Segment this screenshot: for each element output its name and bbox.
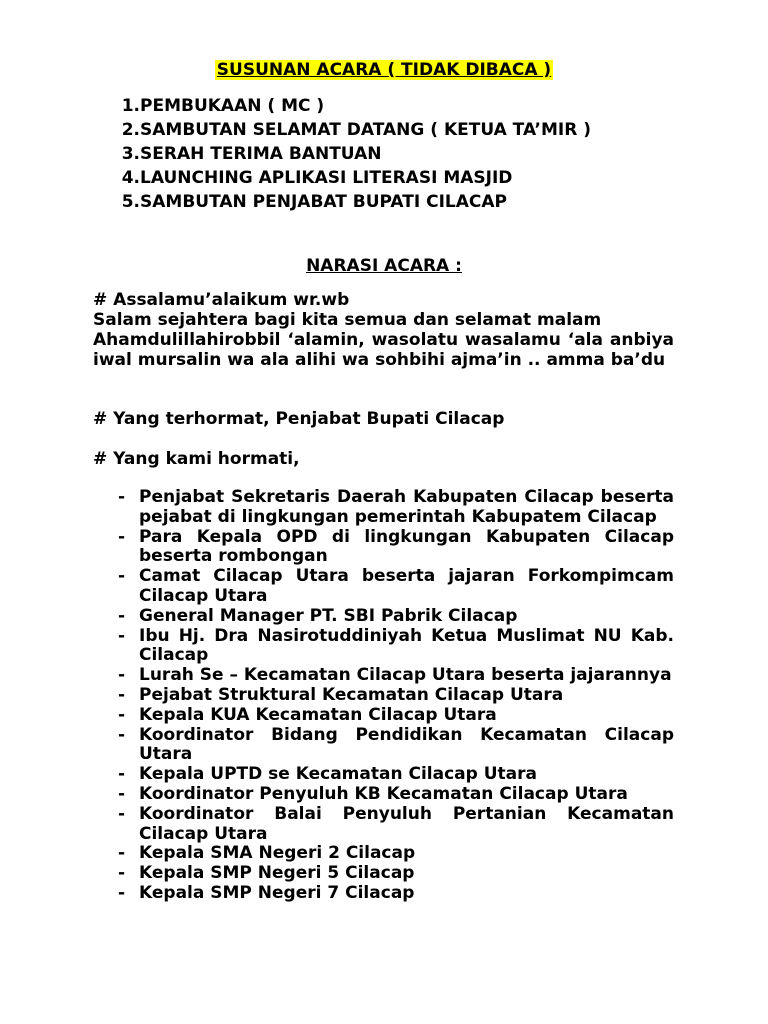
guest-text: Camat Cilacap Utara beserta jajaran Forkompimcam Cilacap Utara <box>139 566 674 606</box>
narrative-title: NARASI ACARA : <box>306 256 462 276</box>
guest-item <box>112 884 674 904</box>
greeting-line: Salam sejahtera bagi kita semua dan selamat malam <box>93 310 602 330</box>
agenda-item <box>112 119 591 143</box>
agenda-title-row <box>0 60 768 80</box>
bullet-dash: - <box>118 843 126 864</box>
greeting-block <box>93 290 674 370</box>
guest-item <box>112 567 674 607</box>
guest-list <box>112 488 674 904</box>
agenda-item <box>112 95 591 119</box>
guest-text: Lurah Se – Kecamatan Cilacap Utara beserta jajarannya <box>139 665 672 686</box>
guest-text: Para Kepala OPD di lingkungan Kabupaten Cilacap beserta rombongan <box>139 526 674 567</box>
guest-text: Pejabat Struktural Kecamatan Cilacap Utara <box>139 684 564 705</box>
guest-text: Kepala SMP Negeri 5 Cilacap <box>139 863 415 884</box>
guest-text: Ibu Hj. Dra Nasirotuddiniyah Ketua Muslimat NU Kab. Cilacap <box>139 625 674 666</box>
guest-item <box>112 666 674 686</box>
agenda-label: PEMBUKAAN ( MC ) <box>140 96 325 116</box>
agenda-item <box>112 191 591 215</box>
bullet-dash: - <box>118 625 126 646</box>
agenda-label: SAMBUTAN PENJABAT BUPATI CILACAP <box>140 192 507 212</box>
agenda-number: 3. <box>121 144 140 164</box>
bullet-dash: - <box>118 605 126 626</box>
guest-item <box>112 686 674 706</box>
guest-text: Penjabat Sekretaris Daerah Kabupaten Cilacap beserta pejabat di lingkungan pemerintah Kabupatem Cilacap <box>139 487 674 527</box>
bullet-dash: - <box>118 665 126 686</box>
narrative-title-row <box>0 256 768 276</box>
guest-text: Koordinator Bidang Pendidikan Kecamatan Cilacap Utara <box>139 724 674 765</box>
agenda-item <box>112 143 591 167</box>
agenda-label: SERAH TERIMA BANTUAN <box>140 144 382 164</box>
bullet-dash: - <box>118 764 126 785</box>
bullet-dash: - <box>118 783 126 804</box>
bullet-dash: - <box>118 566 126 587</box>
guest-item <box>112 805 674 845</box>
bullet-dash: - <box>118 704 126 725</box>
guest-item <box>112 607 674 627</box>
bullet-dash: - <box>118 487 126 507</box>
guest-item <box>112 844 674 864</box>
guest-text: Kepala SMA Negeri 2 Cilacap <box>139 843 416 864</box>
guest-item <box>112 706 674 726</box>
guest-text: Kepala KUA Kecamatan Cilacap Utara <box>139 704 497 725</box>
guest-text: Koordinator Penyuluh KB Kecamatan Cilacap Utara <box>139 783 628 804</box>
guest-item <box>112 765 674 785</box>
agenda-label: SAMBUTAN SELAMAT DATANG ( KETUA TA’MIR ) <box>140 120 592 140</box>
guest-text: Kepala UPTD se Kecamatan Cilacap Utara <box>139 764 537 785</box>
bullet-dash: - <box>118 724 126 745</box>
bullet-dash: - <box>118 882 126 903</box>
bullet-dash: - <box>118 803 126 824</box>
greeting-paragraph: Ahamdulillahirobbil ‘alamin, wasolatu wasalamu ‘ala anbiya iwal mursalin wa ala alihi wa sohbihi ajma’in .. amma ba’du <box>93 330 674 370</box>
agenda-number: 2. <box>121 120 140 140</box>
guest-item <box>112 528 674 568</box>
guest-text: Koordinator Balai Penyuluh Pertanian Kecamatan Cilacap Utara <box>139 803 674 844</box>
guest-item <box>112 785 674 805</box>
guest-item <box>112 864 674 884</box>
agenda-label: LAUNCHING APLIKASI LITERASI MASJID <box>140 168 513 188</box>
guest-item <box>112 726 674 766</box>
agenda-title: SUSUNAN ACARA ( TIDAK DIBACA ) <box>216 60 552 80</box>
bullet-dash: - <box>118 684 126 705</box>
respected-line: # Yang terhormat, Penjabat Bupati Cilacap <box>93 409 505 429</box>
greeting-line: # Assalamu’alaikum wr.wb <box>93 290 350 310</box>
bullet-dash: - <box>118 526 126 547</box>
agenda-number: 4. <box>121 168 140 188</box>
guest-item <box>112 627 674 667</box>
honored-line: # Yang kami hormati, <box>93 449 300 469</box>
guest-item <box>112 488 674 528</box>
agenda-item <box>112 167 591 191</box>
guest-text: Kepala SMP Negeri 7 Cilacap <box>139 882 415 903</box>
agenda-list <box>112 95 591 215</box>
agenda-number: 1. <box>121 96 140 116</box>
bullet-dash: - <box>118 863 126 884</box>
agenda-number: 5. <box>121 192 140 212</box>
guest-text: General Manager PT. SBI Pabrik Cilacap <box>139 605 518 626</box>
